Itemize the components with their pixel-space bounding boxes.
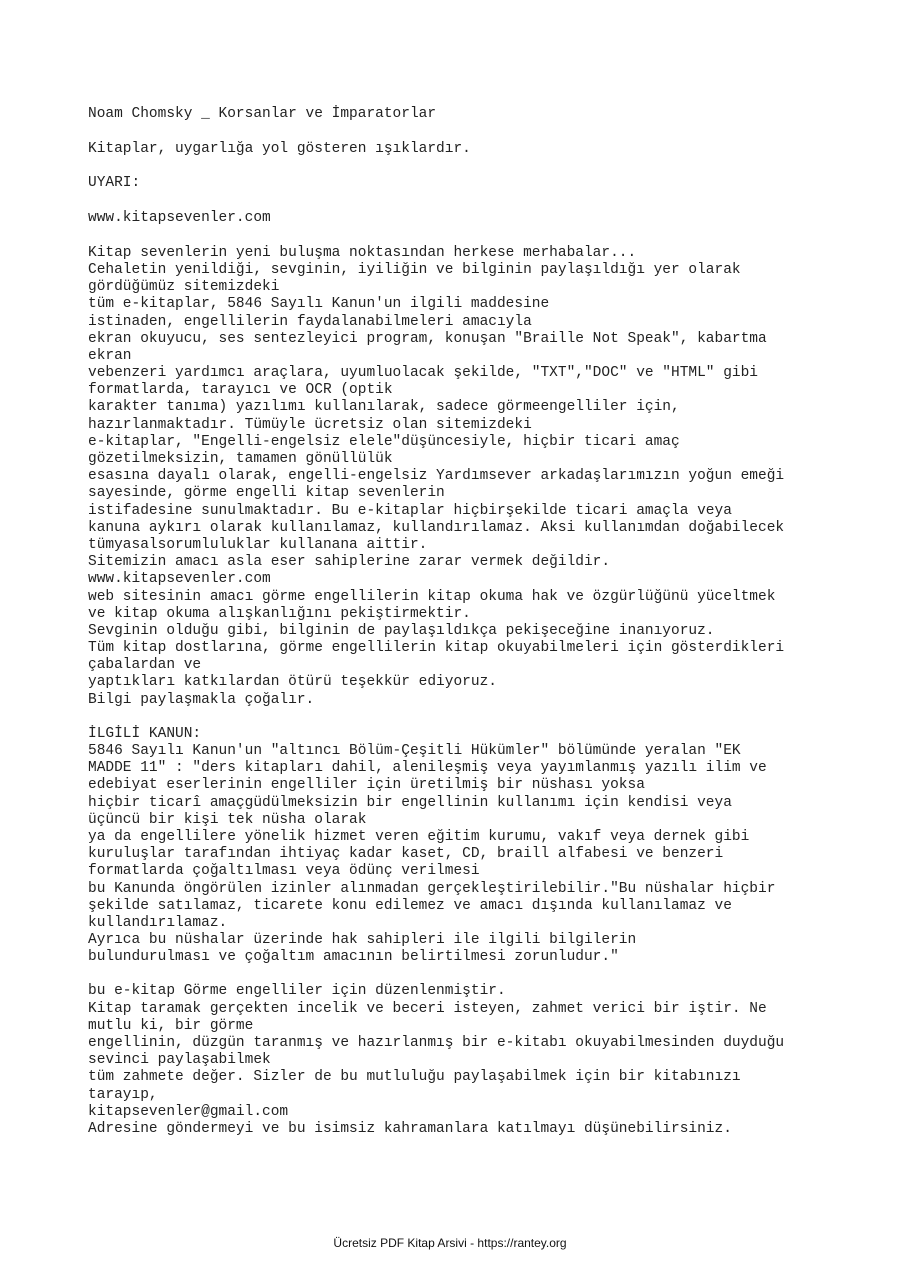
text-line: tüm e-kitaplar, 5846 Sayılı Kanun'un ilgili maddesine [88,296,550,313]
text-line: Tüm kitap dostlarına, görme engellilerin kitap okuyabilmeleri için gösterdikleri [88,640,785,657]
text-line: esasına dayalı olarak, engelli-engelsiz Yardımsever arkadaşlarımızın yoğun emeği [88,468,785,485]
text-line: Kitap taramak gerçekten incelik ve beceri isteyen, zahmet verici bir iştir. Ne [88,1000,767,1017]
motto-line: Kitaplar, uygarlığa yol gösteren ışıklardır. [88,140,471,157]
text-line: kuruluşlar tarafından ihtiyaç kadar kaset, CD, braill alfabesi ve benzeri [88,846,724,863]
text-line: tümyasalsorumluluklar kullanana aittir. [88,536,428,553]
text-line: formatlarda, tarayıcı ve OCR (optik [88,382,393,399]
text-line: Adresine göndermeyi ve bu isimsiz kahramanlara katılmayı düşünebilirsiniz. [88,1120,732,1137]
document-title: Noam Chomsky _ Korsanlar ve İmparatorlar [88,106,437,122]
text-line: Ayrıca bu nüshalar üzerinde hak sahipleri ile ilgili bilgilerin [88,932,637,949]
text-line: sayesinde, görme engelli kitap sevenlerin [88,485,445,502]
text-line: hiçbir ticarî amaçgüdülmeksizin bir engellinin kullanımı için kendisi veya [88,794,732,811]
warning-text-block [88,245,878,709]
text-line: bu Kanunda öngörülen izinler alınmadan gerçekleştirilebilir."Bu nüshalar hiçbir [88,880,776,897]
text-line: mutlu ki, bir görme [88,1017,254,1034]
website-line: www.kitapsevenler.com [88,210,271,227]
text-line: istinaden, engellilerin faydalanabilmeleri amacıyla [88,313,532,330]
footer-credit: Ücretsiz PDF Kitap Arsivi - https://rantey.org [333,1236,567,1250]
text-line: Kitap sevenlerin yeni buluşma noktasından herkese merhabalar... [88,244,637,261]
text-line: üçüncü bir kişi tek nüsha olarak [88,811,367,828]
text-line: Cehaletin yenildiği, sevginin, iyiliğin ve bilginin paylaşıldığı yer olarak [88,261,741,278]
text-line: engellinin, düzgün taranmış ve hazırlanmış bir e-kitabı okuyabilmesinden duyduğu [88,1035,785,1051]
text-line: tüm zahmete değer. Sizler de bu mutluluğu paylaşabilmek için bir kitabınızı [88,1069,741,1086]
text-line: e-kitaplar, "Engelli-engelsiz elele"düşüncesiyle, hiçbir ticari amaç [88,433,680,450]
text-line: Sevginin olduğu gibi, bilginin de paylaşıldıkça pekişeceğine inanıyoruz. [88,622,715,639]
text-line: gözetilmeksizin, tamamen gönüllülük [88,451,393,467]
text-line: kitapsevenler@gmail.com [88,1103,289,1120]
text-line: bu e-kitap Görme engelliler için düzenlenmiştir. [88,983,506,1000]
text-line: hazırlanmaktadır. Tümüyle ücretsiz olan sitemizdeki [88,416,532,433]
text-line: vebenzeri yardımcı araçlara, uyumluolacak şekilde, "TXT","DOC" ve "HTML" gibi [88,365,759,382]
text-line: web sitesinin amacı görme engellilerin kitap okuma hak ve özgürlüğünü yüceltmek [88,588,776,605]
text-line: Bilgi paylaşmakla çoğalır. [88,691,315,708]
text-line: karakter tanıma) yazılımı kullanılarak, sadece görmeengelliler için, [88,399,680,416]
closing-text-block [88,983,878,1138]
warning-heading: UYARI: [88,175,141,192]
text-line: ve kitap okuma alışkanlığını pekiştirmektir. [88,605,471,622]
text-line: tarayıp, [88,1086,158,1103]
law-text-block [88,743,878,966]
text-line: www.kitapsevenler.com [88,571,271,588]
document-body [88,106,878,1138]
text-line: çabalardan ve [88,657,202,674]
text-line: Sitemizin amacı asla eser sahiplerine zarar vermek değildir. [88,554,611,571]
text-line: sevinci paylaşabilmek [88,1052,271,1069]
text-line: ya da engellilere yönelik hizmet veren eğitim kurumu, vakıf veya dernek gibi [88,828,750,845]
text-line: 5846 Sayılı Kanun'un "altıncı Bölüm-Çeşitli Hükümler" bölümünde yeralan "EK [88,743,741,759]
law-heading: İLGİLİ KANUN: [88,725,202,742]
text-line: kanuna aykırı olarak kullanılamaz, kullandırılamaz. Aksi kullanımdan doğabilecek [88,519,785,536]
text-line: edebiyat eserlerinin engelliler için üretilmiş bir nüshası yoksa [88,777,645,794]
text-line: bulundurulması ve çoğaltım amacının belirtilmesi zorunludur." [88,949,619,966]
text-line: ekran [88,347,132,364]
text-line: MADDE 11" : "ders kitapları dahil, alenileşmiş veya yayımlanmış yazılı ilim ve [88,760,767,777]
text-line: gördüğümüz sitemizdeki [88,279,280,296]
text-line: şekilde satılamaz, ticarete konu edilemez ve amacı dışında kullanılamaz ve [88,897,732,914]
text-line: yaptıkları katkılardan ötürü teşekkür ediyoruz. [88,674,497,691]
text-line: ekran okuyucu, ses sentezleyici program, konuşan "Braille Not Speak", kabartma [88,330,767,347]
text-line: formatlarda çoğaltılması veya ödünç verilmesi [88,863,480,880]
text-line: istifadesine sunulmaktadır. Bu e-kitaplar hiçbirşekilde ticari amaçla veya [88,502,732,519]
text-line: kullandırılamaz. [88,914,228,931]
